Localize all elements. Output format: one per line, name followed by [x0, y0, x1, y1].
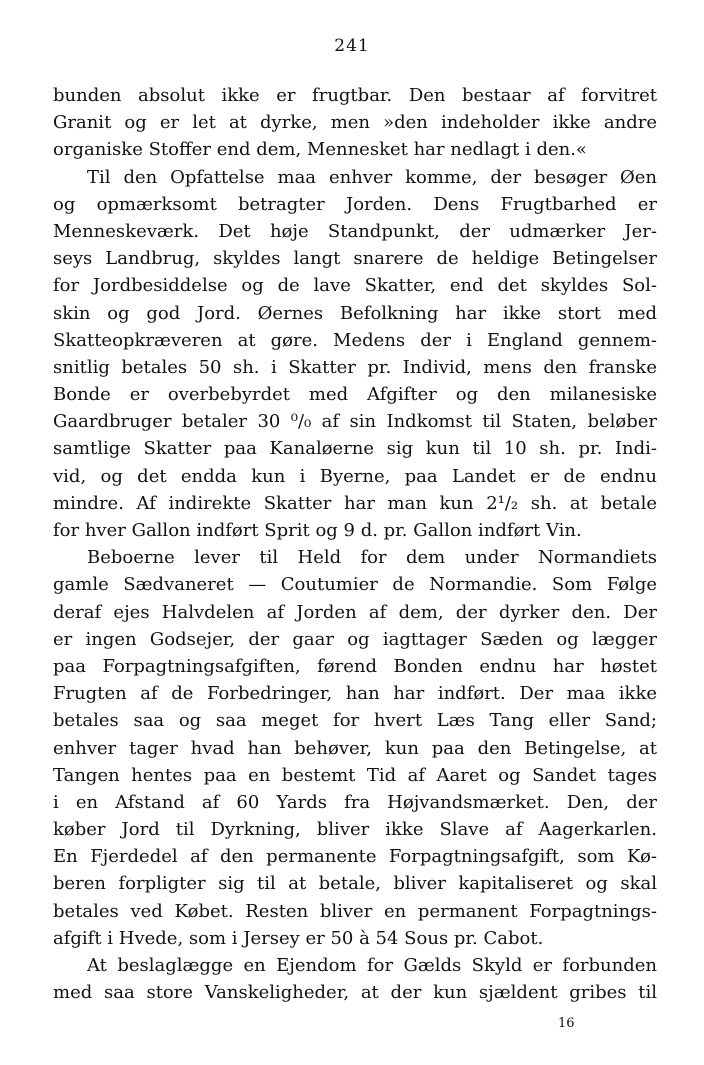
text-line: Skatteopkræveren at gøre. Medens der i England gennem- — [53, 329, 657, 351]
text-line: paa Forpagtningsafgiften, førend Bonden endnu har høstet — [53, 655, 657, 677]
text-line: Til den Opfattelse maa enhver komme, der besøger Øen — [87, 166, 657, 188]
text-line: At beslaglægge en Ejendom for Gælds Skyld er forbunden — [87, 955, 657, 976]
text-line: vid, og det endda kun i Byerne, paa Landet er de endnu — [53, 465, 657, 487]
text-line: bunden absolut ikke er frugtbar. Den bestaar af forvitret — [53, 85, 657, 106]
text-line: betales saa og saa meget for hvert Læs Tang eller Sand; — [53, 710, 657, 732]
text-line: for hver Gallon indført Sprit og 9 d. pr. Gallon indført Vin. — [53, 520, 582, 541]
text-line: afgift i Hvede, som i Jersey er 50 à 54 Sous pr. Cabot. — [53, 927, 544, 949]
text-line: En Fjerdedel af den permanente Forpagtningsafgift, som Kø- — [53, 846, 657, 868]
text-line: gamle Sædvaneret — Coutumier de Normandie. Som Følge — [53, 574, 657, 596]
text-line: og opmærksomt betragter Jorden. Dens Frugtbarhed er — [53, 193, 657, 215]
text-line: betales ved Købet. Resten bliver en permanent Forpagtnings- — [53, 900, 657, 922]
text-line: Menneskeværk. Det høje Standpunkt, der udmærker Jer- — [53, 220, 657, 242]
body-text — [53, 82, 657, 1006]
text-line: beren forpligter sig til at betale, bliver kapitaliseret og skal — [53, 873, 657, 895]
text-line: deraf ejes Halvdelen af Jorden af dem, der dyrker den. Der — [53, 601, 657, 623]
text-line: i en Afstand af 60 Yards fra Højvandsmærket. Den, der — [53, 791, 657, 813]
page-number: 241 — [334, 36, 370, 56]
text-line: snitlig betales 50 sh. i Skatter pr. Individ, mens den franske — [53, 356, 657, 378]
text-line: Granit og er let at dyrke, men »den indeholder ikke andre — [53, 112, 657, 134]
text-line: Bonde er overbebyrdet med Afgifter og den milanesiske — [53, 384, 657, 406]
text-line: for Jordbesiddelse og de lave Skatter, end det skyldes Sol- — [53, 275, 657, 297]
text-line: skin og god Jord. Øernes Befolkning har ikke stort med — [53, 302, 657, 324]
text-line: seys Landbrug, skyldes langt snarere de heldige Betingelser — [53, 248, 657, 270]
text-line: Tangen hentes paa en bestemt Tid af Aaret og Sandet tages — [53, 764, 657, 786]
text-line: Frugten af de Forbedringer, han har indført. Der maa ikke — [53, 683, 657, 705]
text-line: er ingen Godsejer, der gaar og iagttager Sæden og lægger — [53, 628, 657, 650]
text-line: køber Jord til Dyrkning, bliver ikke Slave af Aagerkarlen. — [53, 819, 657, 841]
text-line: med saa store Vanskeligheder, at der kun sjældent gribes til — [53, 982, 657, 1004]
text-line: organiske Stoffer end dem, Mennesket har nedlagt i den.« — [53, 139, 587, 161]
text-line: Gaardbruger betaler 30 ⁰/₀ af sin Indkomst til Staten, beløber — [53, 411, 657, 433]
text-line: mindre. Af indirekte Skatter har man kun 2¹/₂ sh. at betale — [53, 492, 657, 514]
printer-signature-mark: 16 — [558, 1016, 575, 1031]
text-line: Beboerne lever til Held for dem under Normandiets — [87, 547, 657, 569]
text-line: enhver tager hvad han behøver, kun paa den Betingelse, at — [53, 737, 657, 759]
text-line: samtlige Skatter paa Kanaløerne sig kun til 10 sh. pr. Indi- — [53, 438, 657, 460]
